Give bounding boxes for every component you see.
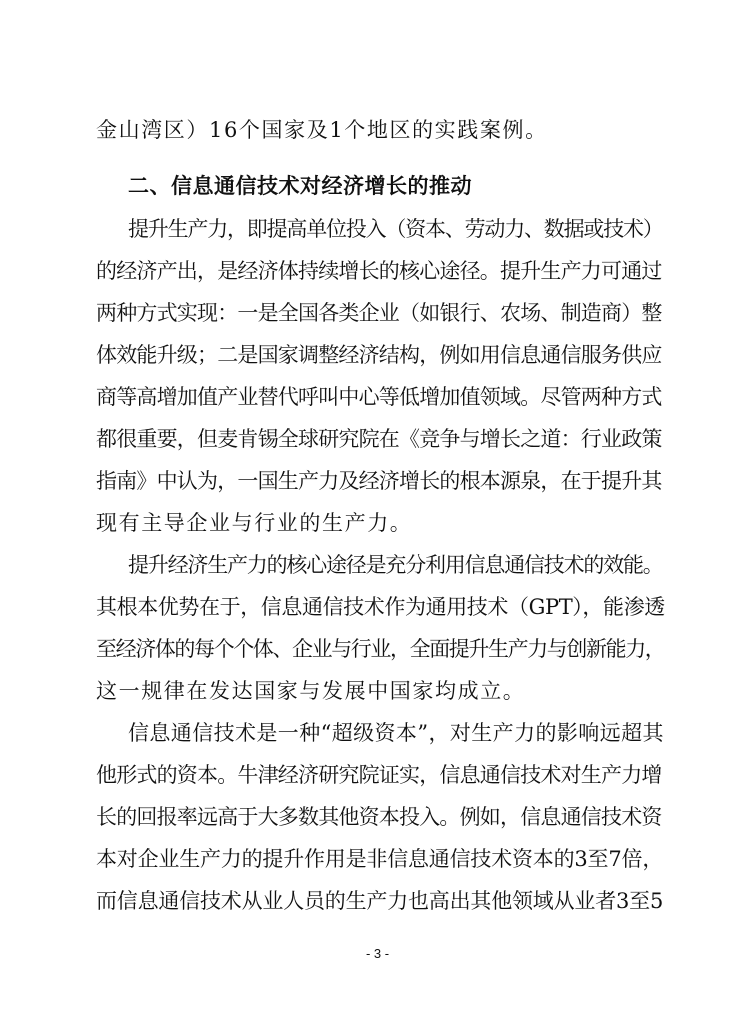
paragraph-line: 商等高增加值产业替代呼叫中心等低增加值领域。尽管两种方式	[96, 385, 662, 409]
paragraph-line: 而信息通信技术从业人员的生产力也高出其他领域从业者3至5	[96, 889, 664, 913]
paragraph-line: 提升生产力，即提高单位投入（资本、劳动力、数据或技术）	[128, 217, 663, 241]
paragraph-line: 都很重要，但麦肯锡全球研究院在《竞争与增长之道：行业政策	[96, 427, 662, 451]
paragraph-line: 信息通信技术是一种“超级资本”，对生产力的影响远超其	[128, 721, 664, 745]
paragraph-line: 的经济产出，是经济体持续增长的核心途径。提升生产力可通过	[96, 259, 662, 283]
paragraph-line: 长的回报率远高于大多数其他资本投入。例如，信息通信技术资	[96, 805, 662, 829]
paragraph-line: 体效能升级；二是国家调整经济结构，例如用信息通信服务供应	[96, 343, 662, 367]
paragraph-line: 指南》中认为，一国生产力及经济增长的根本源泉，在于提升其	[96, 469, 662, 493]
paragraph-line: 现有主导企业与行业的生产力。	[96, 511, 413, 535]
paragraph-line: 至经济体的每个个体、企业与行业，全面提升生产力与创新能力，	[96, 637, 665, 661]
paragraph-line: 两种方式实现：一是全国各类企业（如银行、农场、制造商）整	[96, 301, 662, 325]
section-heading: 二、信息通信技术对经济增长的推动	[128, 174, 472, 198]
paragraph-line: 这一规律在发达国家与发展中国家均成立。	[96, 679, 526, 703]
intro-line: 金山湾区）16个国家及1个地区的实践案例。	[96, 118, 548, 142]
paragraph-line: 他形式的资本。牛津经济研究院证实，信息通信技术对生产力增	[96, 763, 662, 787]
paragraph-line: 本对企业生产力的提升作用是非信息通信技术资本的3至7倍，	[96, 847, 664, 871]
paragraph-line: 提升经济生产力的核心途径是充分利用信息通信技术的效能。	[128, 553, 663, 577]
paragraph-line: 其根本优势在于，信息通信技术作为通用技术（GPT），能渗透	[96, 595, 665, 619]
page-number: - 3 -	[365, 946, 390, 961]
